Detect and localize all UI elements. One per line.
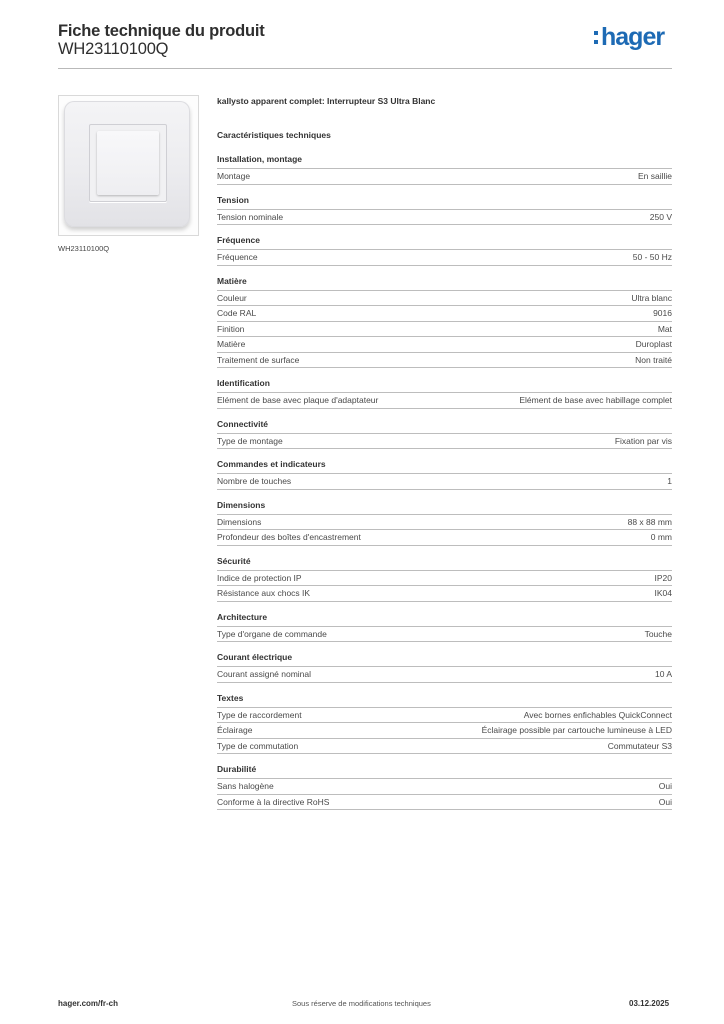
spec-row	[217, 585, 672, 602]
spec-value: 250 V	[649, 211, 672, 222]
spec-value: IK04	[654, 588, 672, 598]
spec-value: Avec bornes enfichables QuickConnect	[523, 709, 672, 720]
characteristics-heading: Caractéristiques techniques	[217, 130, 331, 140]
spec-row	[217, 290, 672, 306]
spec-label: Sans halogène	[217, 781, 274, 791]
footer-note: Sous réserve de modifications techniques	[292, 999, 431, 1008]
logo-colon-icon	[594, 31, 598, 49]
spec-row	[217, 514, 672, 530]
spec-label: Fréquence	[217, 252, 258, 262]
spec-value: Mat	[657, 323, 672, 334]
spec-group-title: Textes	[217, 692, 244, 703]
spec-label: Éclairage	[217, 725, 253, 735]
spec-row	[217, 352, 672, 369]
spec-table	[217, 149, 672, 815]
spec-group	[217, 759, 672, 810]
spec-row	[217, 626, 672, 643]
spec-label: Finition	[217, 323, 245, 334]
spec-group	[217, 688, 672, 755]
spec-group	[217, 454, 672, 490]
spec-label: Dimensions	[217, 516, 262, 527]
spec-value: Duroplast	[635, 339, 672, 349]
spec-label: Matière	[217, 339, 246, 349]
spec-label: Profondeur des boîtes d'encastrement	[217, 532, 361, 542]
spec-row	[217, 738, 672, 755]
spec-label: Indice de protection IP	[217, 572, 302, 583]
header-divider	[58, 68, 672, 69]
spec-group-title: Durabilité	[217, 764, 257, 774]
spec-row	[217, 168, 672, 185]
switch-frame	[89, 124, 167, 202]
spec-label: Type de raccordement	[217, 709, 302, 720]
spec-row	[217, 666, 672, 683]
logo-text: hager	[601, 23, 665, 51]
spec-row	[217, 570, 672, 586]
spec-value: IP20	[654, 572, 672, 583]
spec-row	[217, 778, 672, 794]
spec-group	[217, 271, 672, 369]
spec-row	[217, 392, 672, 409]
spec-label: Montage	[217, 171, 251, 181]
spec-value: Oui	[658, 796, 672, 807]
spec-value: Ultra blanc	[631, 292, 672, 303]
spec-group	[217, 495, 672, 546]
hager-logo	[594, 23, 674, 56]
spec-group-title: Installation, montage	[217, 154, 303, 164]
spec-value: 1	[667, 476, 672, 486]
spec-value: Éclairage possible par cartouche lumineuse à LED	[481, 725, 672, 735]
spec-row	[217, 794, 672, 811]
spec-value: 10 A	[654, 669, 672, 679]
spec-value: Touche	[644, 628, 672, 639]
spec-group-title: Connectivité	[217, 418, 269, 429]
spec-value: 88 x 88 mm	[627, 516, 672, 527]
spec-row	[217, 722, 672, 738]
spec-label: Type d'organe de commande	[217, 628, 327, 639]
spec-value: En saillie	[637, 171, 672, 181]
spec-value: Commutateur S3	[607, 740, 672, 751]
spec-group	[217, 414, 672, 450]
spec-label: Traitement de surface	[217, 354, 300, 365]
spec-group	[217, 149, 672, 185]
spec-group-title: Dimensions	[217, 499, 266, 510]
spec-label: Code RAL	[217, 308, 257, 318]
switch-housing-icon	[64, 101, 190, 227]
spec-group-title: Fréquence	[217, 235, 260, 245]
spec-group-title: Architecture	[217, 611, 268, 622]
spec-label: Tension nominale	[217, 211, 284, 222]
spec-label: Nombre de touches	[217, 476, 292, 486]
spec-group-title: Tension	[217, 194, 249, 205]
spec-group-title: Courant électrique	[217, 652, 293, 662]
spec-group-title: Commandes et indicateurs	[217, 459, 326, 469]
spec-group	[217, 607, 672, 643]
spec-label: Type de commutation	[217, 740, 299, 751]
spec-label: Courant assigné nominal	[217, 669, 312, 679]
spec-group	[217, 190, 672, 226]
spec-row	[217, 433, 672, 450]
spec-group	[217, 373, 672, 409]
spec-row	[217, 529, 672, 546]
spec-group	[217, 230, 672, 266]
product-code: WH23110100Q	[58, 40, 169, 58]
page-title: Fiche technique du produit	[58, 22, 265, 40]
spec-group	[217, 647, 672, 683]
spec-row	[217, 249, 672, 266]
spec-row	[217, 707, 672, 723]
product-image	[58, 95, 199, 236]
spec-group-title: Matière	[217, 275, 247, 286]
spec-label: Résistance aux chocs IK	[217, 588, 311, 598]
spec-group-title: Identification	[217, 378, 270, 388]
spec-value: Oui	[658, 781, 672, 791]
footer-website[interactable]: hager.com/fr-ch	[58, 999, 119, 1008]
spec-row	[217, 305, 672, 321]
spec-label: Type de montage	[217, 435, 283, 446]
spec-value: Fixation par vis	[614, 435, 672, 446]
spec-group	[217, 551, 672, 602]
spec-row	[217, 336, 672, 352]
footer-date: 03.12.2025	[629, 999, 670, 1008]
spec-value: 9016	[653, 308, 672, 318]
product-description: kallysto apparent complet: Interrupteur S3 Ultra Blanc	[217, 96, 436, 106]
spec-label: Elément de base avec plaque d'adaptateur	[217, 395, 379, 405]
spec-row	[217, 473, 672, 490]
spec-row	[217, 209, 672, 226]
spec-value: 50 - 50 Hz	[632, 252, 672, 262]
image-caption: WH23110100Q	[58, 244, 110, 253]
spec-group-title: Sécurité	[217, 555, 251, 566]
spec-value: 0 mm	[650, 532, 672, 542]
switch-rocker	[97, 131, 159, 195]
spec-value: Elément de base avec habillage complet	[519, 395, 672, 405]
spec-row	[217, 321, 672, 337]
spec-label: Couleur	[217, 292, 247, 303]
spec-value: Non traité	[635, 354, 672, 365]
spec-label: Conforme à la directive RoHS	[217, 796, 330, 807]
